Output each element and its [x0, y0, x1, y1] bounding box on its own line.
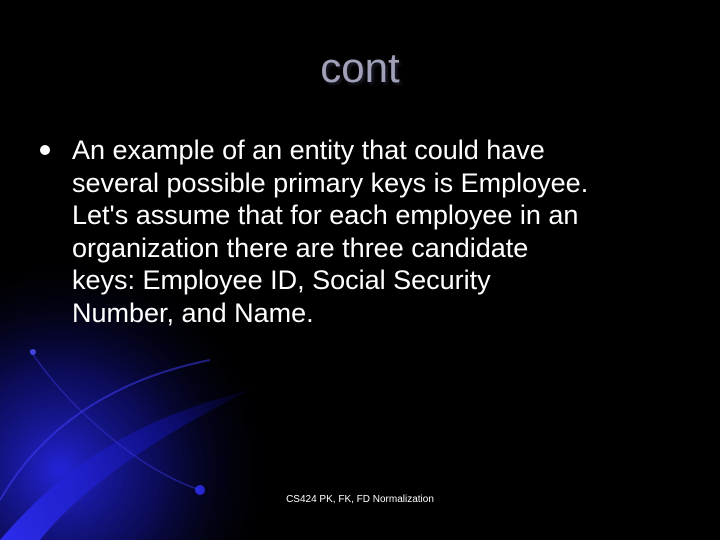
- bullet-text: An example of an entity that could have several possible primary keys is Employee. Let's assume that for each employee in an organization there are three candidate keys: Employee ID, Social Security Number, and Name.: [72, 135, 589, 328]
- slide-footer: CS424 PK, FK, FD Normalization: [286, 494, 434, 505]
- slide-title: cont: [320, 44, 400, 91]
- bullet-icon: [40, 145, 50, 155]
- decor-dot: [30, 349, 36, 355]
